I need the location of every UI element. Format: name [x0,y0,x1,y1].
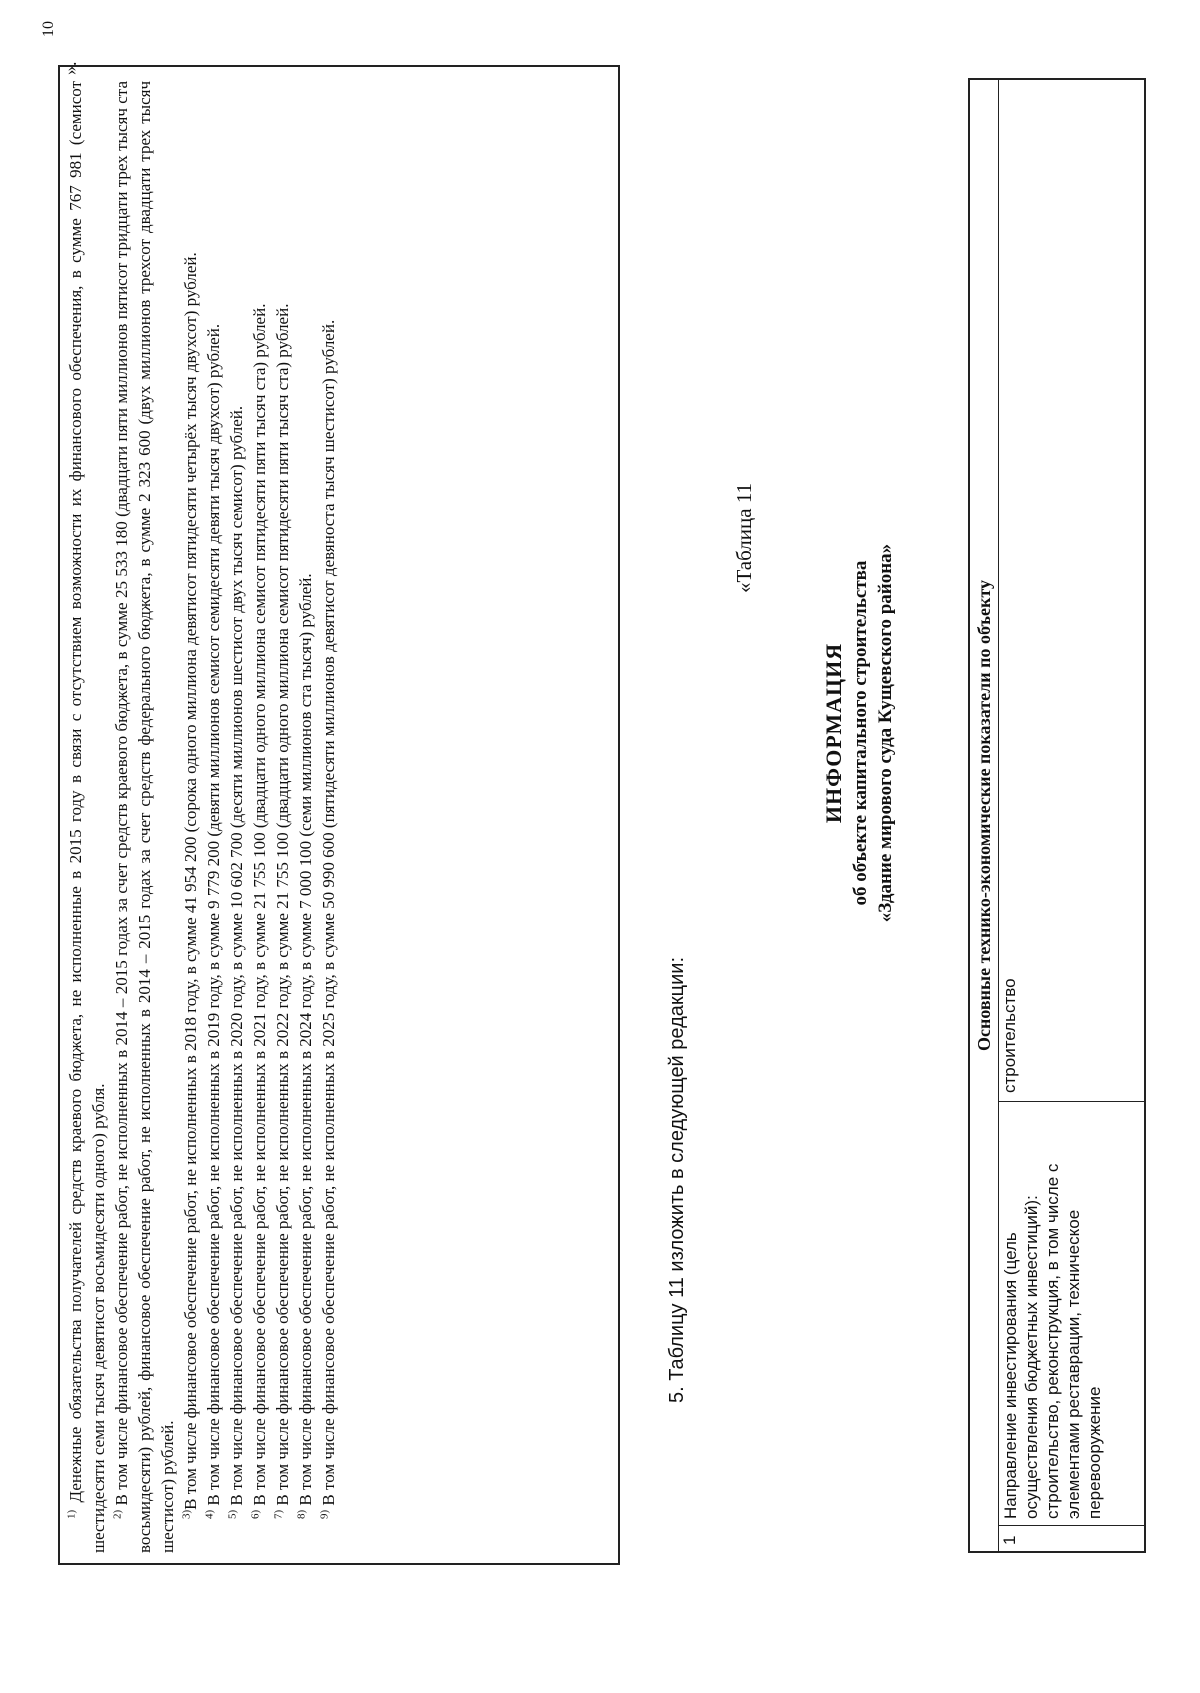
row-number: 1 [998,1525,1144,1551]
indicators-table [968,78,1146,1553]
footnote: $^{5)}$ В том числе финансовое обеспечение работ, не исполненных в 2020 году, в сумме 10 602 700 (десяти миллионов шестисот двух тысяч семисот) рублей. [226,405,246,1519]
row-label: Направление инвестирования (цель осуществления бюджетных инвестиций): строительство, реконструкция, в том числе с элементами реставрации, техническое перевооружение [998,1101,1144,1525]
closing-quote: ». [60,61,80,75]
table-label: «Таблица 11 [732,482,756,593]
footnote: $^{8)}$ В том числе финансовое обеспечение работ, не исполненных в 2024 году, в сумме 7 000 100 (семи миллионов ста тысяч) рублей. [295,573,315,1519]
footnote: $^{9)}$ В том числе финансовое обеспечение работ, не исполненных в 2025 году, в сумме 50 990 600 (пятидесяти миллионов девятисот девяноста тысяч шестисот) рублей. [318,319,338,1519]
footnote: $^{2)}$ В том числе финансовое обеспечение работ, не исполненных в 2014 – 2015 годах за счет средств краевого бюджета, в сумме 25 533 180 (двадцати пяти миллионов пятисот тридцати трех тысяч ста восьмидесяти) рублей, финансовое обеспечение работ, не исполненных в 2014 – 2015 годах за счет средств федерального бюджета, в сумме 2 323 600 (двух миллионов трехсот двадцати трех тысяч шестисот) рублей. [111,81,177,1553]
info-subtitle-line2: «Здание мирового суда Кущевского района» [875,543,896,923]
page-number: 10 [40,21,57,37]
footnote: $^{3)}$В том числе финансовое обеспечение работ, не исполненных в 2018 году, в сумме 41 954 200 (сорока одного миллиона девятисот пятидесяти четырёх тысяч двухсот) рублей. [180,252,200,1519]
footnote: $^{7)}$ В том числе финансовое обеспечение работ, не исполненных в 2022 году, в сумме 21 755 100 (двадцати одного миллиона семисот пятидесяти пяти тысяч ста) рублей. [272,303,292,1519]
info-title: ИНФОРМАЦИЯ [821,642,846,824]
table-header: Основные технико-экономические показатели по объекту [970,80,999,1551]
info-heading [820,373,898,1093]
paragraph-5: 5. Таблицу 11 изложить в следующей редакции: [666,957,688,1403]
footnote: $^{6)}$ В том числе финансовое обеспечение работ, не исполненных в 2021 году, в сумме 21 755 100 (двадцати одного миллиона семисот пятидесяти пяти тысяч ста) рублей. [249,303,269,1519]
footnote: $^{1)}$ Денежные обязательства получателей средств краевого бюджета, не исполненные в 2015 году в связи с отсутствием возможности их финансового обеспечения, в сумме 767 981 (семисот шестидесяти семи тысяч девятисот восьмидесяти одного) рубля. [65,81,108,1553]
info-subtitle-line1: об объекте капитального строительства [850,560,871,906]
footnotes-box [58,65,620,1565]
row-value: строительство [1000,978,1019,1093]
footnote: $^{4)}$ В том числе финансовое обеспечение работ, не исполненных в 2019 году, в сумме 9 779 200 (девяти миллионов семисот семидесяти девяти тысяч двухсот) рублей. [203,323,223,1519]
